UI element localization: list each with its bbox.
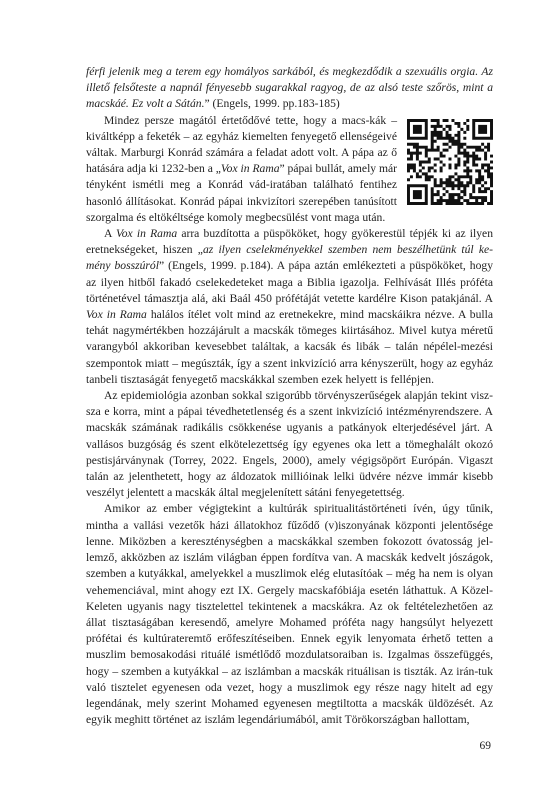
p2-text-c: ” (Engels, 1999. p.184). A pápa aztán emlékezteti a püspököket, hogy az ilyen hitből fakadó cselekedeteket maga a Biblia igazolja. Felhívását Illés próféta történetével támasztja alá, aki Baál 450 prófétáját vetette kardélre Kison patakjánál. A: [86, 259, 493, 305]
paragraph-konrad: [86, 113, 493, 226]
paragraph-konrad-text-2: ” pápai bullát, amely már tényként ismétli meg a Konrád vád-iratában található fentihez hasonló állításokat. Konrád pápai inkvizítori szerepében tanúsított szorgalma és eltökéltsége komoly megbecsülést vont maga után.: [86, 162, 398, 224]
p2-text-a: A: [104, 227, 116, 241]
paragraph-vox-in-rama: [86, 226, 493, 388]
qr-code-icon: [407, 119, 493, 205]
p2-quote: az ilyen cselekményekkel szemben nem beszélhetünk túl ke-mény bosszúról: [86, 243, 494, 273]
p2-text-b: arra buzdította a püspököket, hogy gyökerestül tépjék ki az ilyen eretnekségeket, hiszen „: [86, 227, 493, 257]
body-text: [86, 64, 493, 728]
page-number: 69: [479, 740, 491, 752]
paragraph-epidemiology: Az epidemiológia azonban sokkal szigorúbb törvényszerűségek alapján tekint visz-sza e korra, mint a pápai tévedhetetlenség és a szent inkvizíció intézményrendszere. A macskák számának radikális csökkenése ugyanis a patkányok elterjedésével járt. A vallásos buzgóság és szent elkötelezettség így egyenes oka lett a tömeghalált okozó pestisjárványnak (Torrey, 2022. Engels, 2000), amely végigsöpört Európán. Vigaszt talán az jelenthetett, hogy az áldozatok millióinak lelki üdvére nézve immár kisebb veszélyt jelentett a macskák által megjelenített sátáni fenyegetettség.: [86, 389, 493, 500]
paragraph-konrad-text-1: Mindez persze magától értetődővé tette, hogy a macs-kák – kiváltképp a feketék – az egyház kiemelten fenyegető ellenségeivé váltak. Marburgi Konrád számára a feladat adott volt. A pápa az ő hatására adja ki 1232-ben a „: [86, 113, 397, 176]
quote-citation: ” (Engels, 1999. pp.183-185): [204, 97, 340, 111]
quote-paragraph: [86, 64, 493, 113]
vox-in-rama-title: Vox in Rama: [220, 162, 280, 176]
p2-text-d: halálos ítélet volt mind az eretnekekre, mind macskáikra nézve. A bulla tehát nagymértékben hozzájárult a macskák tömeges kiirtásához. Mivel kutya méretű varangyból akkoriban kevesebbet találtak, a kacsák és libák – talán népélel-mezési szempontok miatt – megúszták, így a szent inkvizíció arra kényszerült, hogy az egyház tanbeli tisztaságát fenyegető macskákkal szemben ezek helyett is fellépjen.: [86, 308, 493, 386]
vox-in-rama-title: Vox in Rama: [115, 227, 178, 241]
vox-in-rama-title: Vox in Rama: [86, 308, 147, 322]
paragraph-islam: Amikor az ember végigtekint a kultúrák spiritualitástörténeti ívén, úgy tűnik, mintha a vallási vezetők házi állatokhoz fűződő (v)iszonyának központi jelentősége lenne. Miközben a kereszténységben a macskákkal szemben fokozott óvatosság jel-lemző, akközben az iszlám világban éppen fordítva van. A macskák kedvelt jószágok, szemben a kutyákkal, amelyekkel a muszlimok elég elutasítóak – még ha nem is olyan vehemenciával, mint ahogy ezt IX. Gergely macskafóbiája esetén láthattuk. A Közel-Keleten ugyanis nagy tisztelettel tekintenek a macskákra. Az ok feltételezhetően az állat tisztaságában keresendő, amelyre Mohamed próféta nagy hangsúlyt helyezett prófétai és kultúrateremtő erőfeszítéseiben. Ennek egyik lenyomata érhető tetten a muszlim bemosakodási rituálé ismétlődő mozdulatsoraiban is. Izgalmas összefüggés, hogy – szemben a kutyákkal – az iszlámban a macskák rituálisan is tiszták. Az irán-tuk való tisztelet egyenesen oda vezet, hogy a muszlimok egy része nagy hitelt ad egy legendának, mely szerint Mohamed egyenesen megtiltotta a macskák üldözését. Az egyik meghitt történet az iszlám legendáriumából, amit Törökországban hallottam,: [86, 502, 493, 727]
quote-italic: férfi jelenik meg a terem egy homályos sarkából, és megkezdődik a szexuális orgia. Az illető felsőteste a napnál fényesebb sugarakkal ragyog, de az alsó teste szőrös, mint a macskáé. Ez volt a Sátán.: [86, 65, 493, 111]
